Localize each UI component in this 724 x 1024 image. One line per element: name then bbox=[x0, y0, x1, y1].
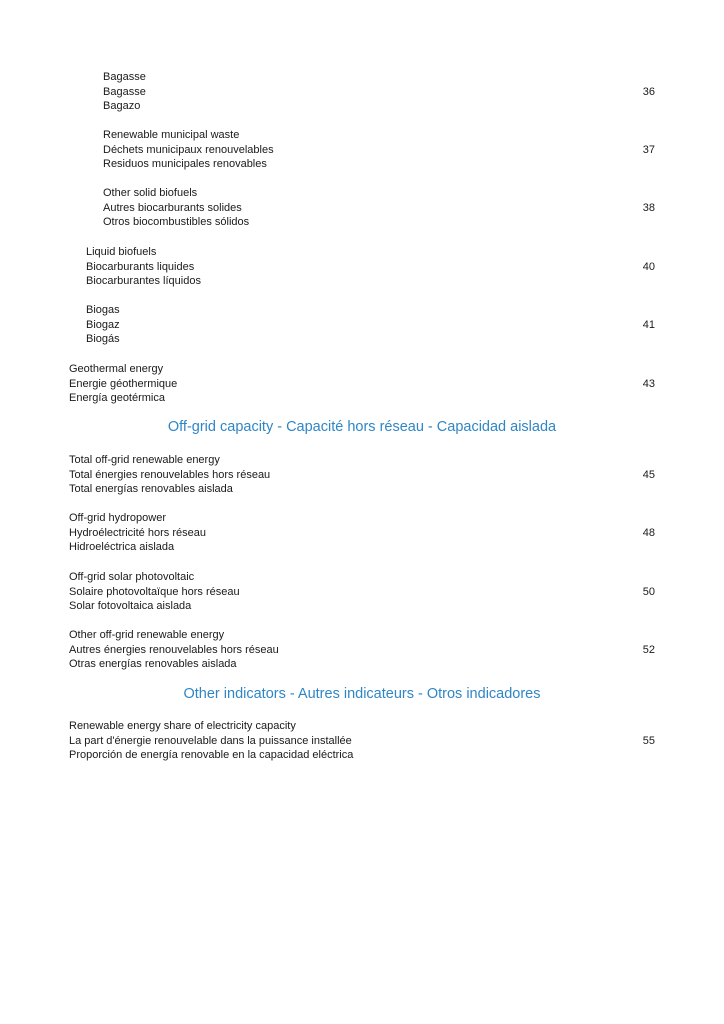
page-number: 40 bbox=[642, 260, 655, 273]
entry-title-en: Liquid biofuels bbox=[86, 246, 157, 258]
entry-title-en: Biogas bbox=[86, 304, 120, 316]
entry-title-es: Residuos municipales renovables bbox=[103, 158, 267, 171]
entry-title-en: Renewable municipal waste bbox=[103, 129, 240, 141]
page-number: 41 bbox=[642, 318, 655, 331]
entry-title-en: Total off-grid renewable energy bbox=[69, 454, 220, 466]
entry-title-en: Other solid biofuels bbox=[103, 187, 198, 199]
page-number: 52 bbox=[642, 643, 655, 656]
page-number: 48 bbox=[642, 526, 655, 539]
entry-title-es: Hidroeléctrica aislada bbox=[69, 541, 175, 554]
entry-title-es: Otros biocombustibles sólidos bbox=[103, 216, 250, 229]
entry-title-en: Off-grid hydropower bbox=[69, 512, 167, 524]
entry-title-es: Proporción de energía renovable en la capacidad eléctrica bbox=[69, 749, 354, 762]
entry-title-fr: Energie géothermique bbox=[69, 377, 178, 390]
entry-title-fr: Hydroélectricité hors réseau bbox=[69, 526, 206, 539]
page-number: 45 bbox=[642, 468, 655, 481]
entry-title-es: Total energías renovables aislada bbox=[69, 483, 233, 496]
page-number: 38 bbox=[642, 201, 655, 214]
page-number: 36 bbox=[642, 85, 655, 98]
page-number: 55 bbox=[642, 734, 655, 747]
entry-title-fr: Biogaz bbox=[86, 318, 120, 331]
entry-title-es: Biocarburantes líquidos bbox=[86, 275, 201, 288]
entry-title-es: Energía geotérmica bbox=[69, 392, 165, 405]
section-heading-other-indicators: Other indicators - Autres indicateurs - Otros indicadores bbox=[183, 686, 541, 702]
entry-title-fr: Biocarburants liquides bbox=[86, 260, 195, 273]
entry-title-fr: Total énergies renouvelables hors réseau bbox=[69, 468, 271, 481]
entry-title-fr: Déchets municipaux renouvelables bbox=[103, 143, 274, 156]
entry-title-en: Renewable energy share of electricity capacity bbox=[69, 720, 296, 732]
entry-title-fr: La part d'énergie renouvelable dans la puissance installée bbox=[69, 734, 352, 747]
section-heading-off-grid-capacity: Off-grid capacity - Capacité hors réseau - Capacidad aislada bbox=[167, 419, 557, 435]
entry-title-en: Other off-grid renewable energy bbox=[69, 629, 225, 641]
entry-title-en: Off-grid solar photovoltaic bbox=[69, 571, 195, 583]
entry-title-es: Solar fotovoltaica aislada bbox=[69, 600, 192, 613]
page-number: 43 bbox=[642, 377, 655, 390]
page-number: 37 bbox=[642, 143, 655, 156]
entry-title-fr: Autres énergies renouvelables hors réseau bbox=[69, 643, 279, 656]
entry-title-fr: Autres biocarburants solides bbox=[103, 201, 242, 214]
entry-title-en: Bagasse bbox=[103, 71, 146, 83]
page-number: 50 bbox=[642, 585, 655, 598]
entry-title-es: Bagazo bbox=[103, 100, 141, 113]
entry-title-es: Biogás bbox=[86, 333, 120, 346]
entry-title-es: Otras energías renovables aislada bbox=[69, 658, 237, 671]
entry-title-fr: Bagasse bbox=[103, 85, 146, 98]
entry-title-fr: Solaire photovoltaïque hors réseau bbox=[69, 585, 240, 598]
entry-title-en: Geothermal energy bbox=[69, 363, 164, 375]
